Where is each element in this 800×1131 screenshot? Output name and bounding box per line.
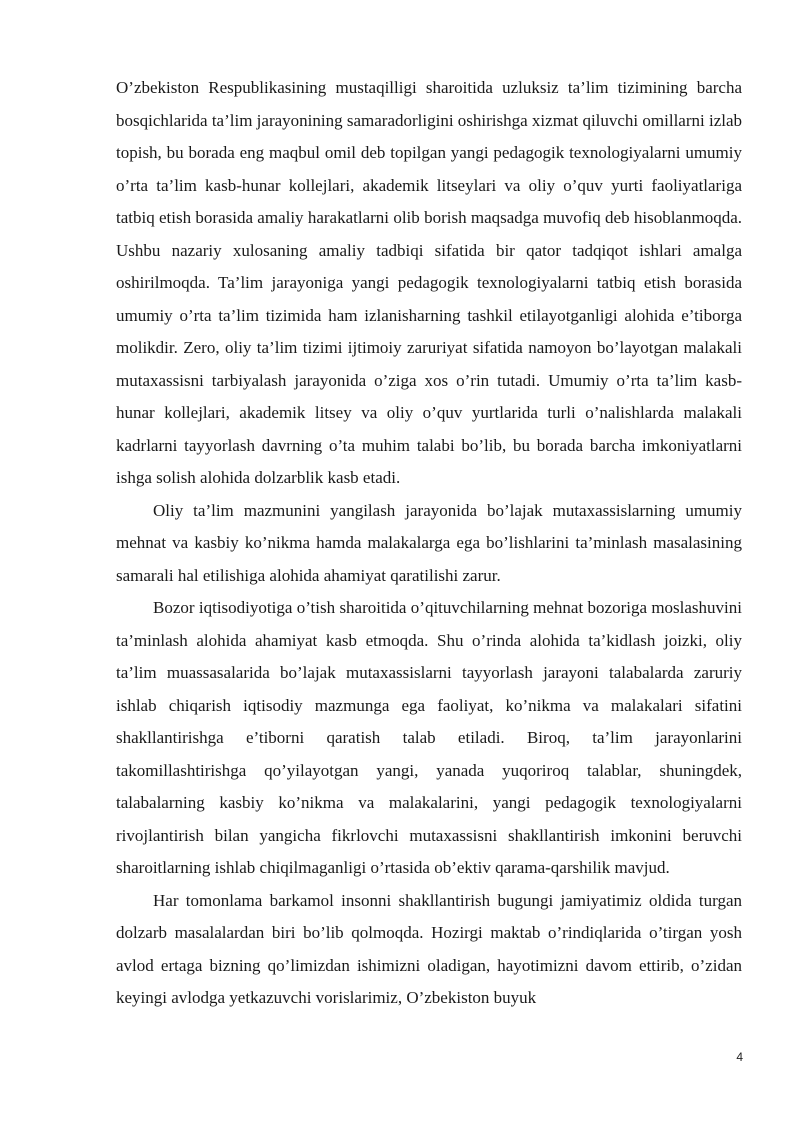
body-text <box>116 72 742 1015</box>
paragraph-1: O’zbekiston Respublikasining mustaqilligi sharoitida uzluksiz ta’lim tizimining barcha bosqichlarida ta’lim jarayonining samaradorligini oshirishga xizmat qiluvchi omillarni izlab topish, bu borada eng maqbul omil deb topilgan yangi pedagogik texnologiyalarni umumiy o’rta ta’lim kasb-hunar kollejlari, akademik litseylari va oliy o’quv yurti faoliyatlariga tatbiq etish borasida amaliy harakatlarni olib borish maqsadga muvofiq deb hisoblanmoqda. Ushbu nazariy xulosaning amaliy tadbiqi sifatida bir qator tadqiqot ishlari amalga oshirilmoqda. Ta’lim jarayoniga yangi pedagogik texnologiyalarni tatbiq etish borasida umumiy o’rta ta’lim tizimida ham izlanisharning tashkil etilayotganligi alohida e’tiborga molikdir. Zero, oliy ta’lim tizimi ijtimoiy zaruriyat sifatida namoyon bo’layotgan malakali mutaxassisni tarbiyalash jarayonida o’ziga xos o’rin tutadi. Umumiy o’rta ta’lim kasb-hunar kollejlari, akademik litsey va oliy o’quv yurtlarida turli o’nalishlarda malakali kadrlarni tayyorlash davrning o’ta muhim talabi bo’lib, bu borada barcha imkoniyatlarni ishga solish alohida dolzarblik kasb etadi. <box>116 78 743 487</box>
page-number: 4 <box>736 1050 743 1064</box>
paragraph-3: Bozor iqtisodiyotiga o’tish sharoitida o’qituvchilarning mehnat bozoriga moslashuvini ta’minlash alohida ahamiyat kasb etmoqda. Shu o’rinda alohida ta’kidlash joizki, oliy ta’lim muassasalarida bo’lajak mutaxassislarni tayyorlash jarayoni talabalarda zaruriy ishlab chiqarish iqtisodiy mazmunga ega faoliyat, ko’nikma va malakalari sifatini shakllantirishga e’tiborni qaratish talab etiladi. Biroq, ta’lim jarayonlarini takomillashtirishga qo’yilayotgan yangi, yanada yuqoriroq talablar, shuningdek, talabalarning kasbiy ko’nikma va malakalarini, yangi pedagogik texnologiyalarni rivojlantirish bilan yangicha fikrlovchi mutaxassisni shakllantirish imkonini beruvchi sharoitlarning ishlab chiqilmaganligi o’rtasida ob’ektiv qarama-qarshilik mavjud. <box>116 598 742 877</box>
paragraph-2: Oliy ta’lim mazmunini yangilash jarayonida bo’lajak mutaxassislarning umumiy mehnat va kasbiy ko’nikma hamda malakalarga ega bo’lishlarini ta’minlash masalasining samarali hal etilishiga alohida ahamiyat qaratilishi zarur. <box>116 500 742 585</box>
paragraph-4: Har tomonlama barkamol insonni shakllantirish bugungi jamiyatimiz oldida turgan dolzarb masalalardan biri bo’lib qolmoqda. Hozirgi maktab o’rindiqlarida o’tirgan yosh avlod ertaga bizning qo’limizdan ishimizni oladigan, hayotimizni davom ettirib, o’zidan keyingi avlodga yetkazuvchi vorislarimiz, O’zbekiston buyuk <box>116 890 742 1007</box>
